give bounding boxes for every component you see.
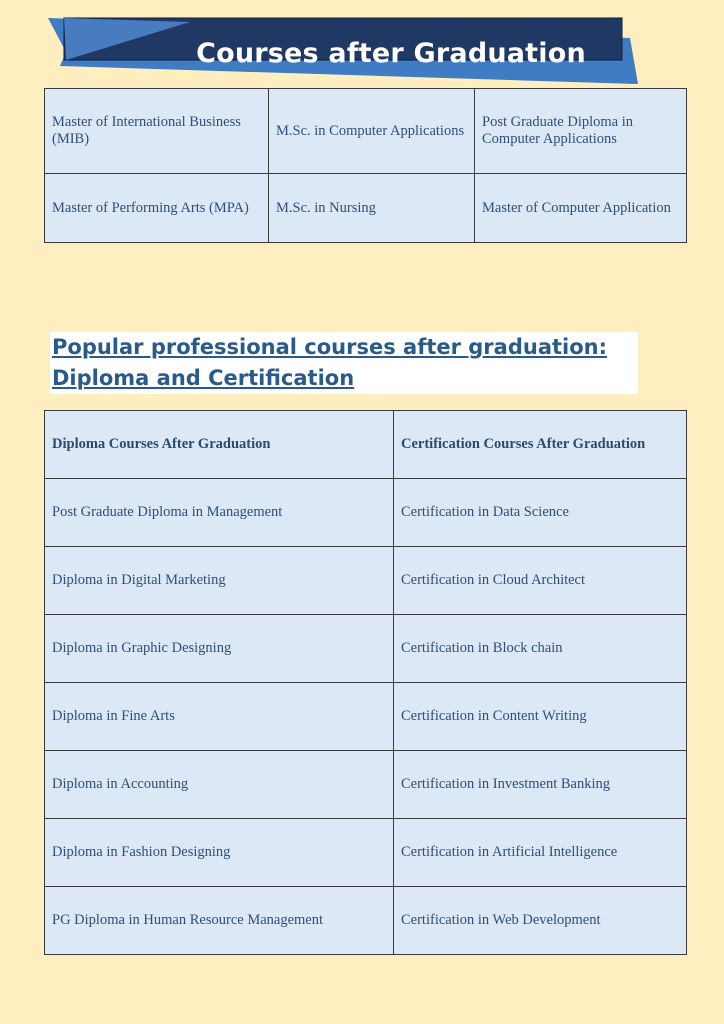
table-cell: Post Graduate Diploma in Management xyxy=(45,479,394,547)
column-header-certification: Certification Courses After Graduation xyxy=(394,411,687,479)
table-cell: Diploma in Fashion Designing xyxy=(45,819,394,887)
table-cell: Master of International Business (MIB) xyxy=(45,89,269,174)
table-cell: Certification in Cloud Architect xyxy=(394,547,687,615)
table-header-row xyxy=(45,411,687,479)
table-cell: Diploma in Fine Arts xyxy=(45,683,394,751)
table-cell: M.Sc. in Nursing xyxy=(269,174,475,243)
table-row xyxy=(45,819,687,887)
table-cell: Master of Computer Application xyxy=(475,174,687,243)
table-cell: Diploma in Graphic Designing xyxy=(45,615,394,683)
table-cell: Diploma in Accounting xyxy=(45,751,394,819)
page-title: Courses after Graduation xyxy=(196,37,586,69)
table-cell: PG Diploma in Human Resource Management xyxy=(45,887,394,955)
section-heading-line-2: Diploma and Certification xyxy=(52,366,355,390)
table-cell: Certification in Artificial Intelligence xyxy=(394,819,687,887)
table-cell: M.Sc. in Computer Applications xyxy=(269,89,475,174)
table-row xyxy=(45,887,687,955)
section-heading xyxy=(50,332,638,394)
section-heading-line-1: Popular professional courses after graduation: xyxy=(52,335,608,359)
table-cell: Diploma in Digital Marketing xyxy=(45,547,394,615)
title-banner xyxy=(48,14,638,88)
table-row xyxy=(45,751,687,819)
table-cell: Certification in Web Development xyxy=(394,887,687,955)
column-header-diploma: Diploma Courses After Graduation xyxy=(45,411,394,479)
graduation-courses-table xyxy=(44,88,687,243)
table-cell: Certification in Block chain xyxy=(394,615,687,683)
table-cell: Certification in Investment Banking xyxy=(394,751,687,819)
diploma-certification-table xyxy=(44,410,687,955)
table-row xyxy=(45,89,687,174)
table-cell: Certification in Content Writing xyxy=(394,683,687,751)
table-row xyxy=(45,174,687,243)
table-cell: Master of Performing Arts (MPA) xyxy=(45,174,269,243)
table-cell: Certification in Data Science xyxy=(394,479,687,547)
table-row xyxy=(45,547,687,615)
table-row xyxy=(45,683,687,751)
table-row xyxy=(45,479,687,547)
table-cell: Post Graduate Diploma in Computer Applications xyxy=(475,89,687,174)
table-row xyxy=(45,615,687,683)
